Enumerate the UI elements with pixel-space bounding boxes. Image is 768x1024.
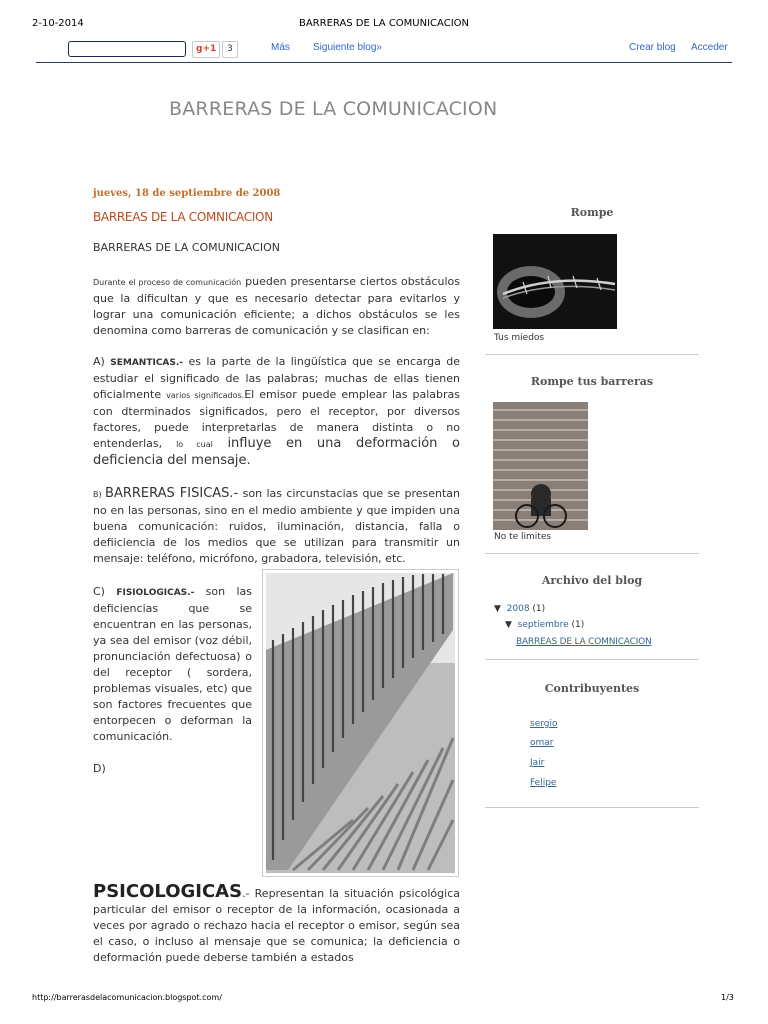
contributor-link[interactable]: Jair [530,758,545,768]
sidebar-divider [485,807,699,808]
archive-post-link[interactable]: BARREAS DE LA COMNICACION [516,637,652,647]
post-title[interactable]: BARREAS DE LA COMNICACION [93,210,273,224]
google-plus-icon: g [196,44,203,54]
contributor-link[interactable]: omar [530,738,554,748]
contributor-link[interactable]: sergio [530,719,558,729]
print-url: http://barrerasdelacomunicacion.blogspot.com/ [32,993,222,1002]
sidebar-divider [485,354,699,355]
section-fisiologicas: C) FISIOLOGICAS.- son las deficiencias que se encuentran en las personas, ya sea del emisor (voz débil, pronunciación defectuosa) o del receptor ( sordera, problemas visuales, etc) que son factores frecuentes que entorpecen o deforman la comunicación. [93,585,252,743]
contributor-link[interactable]: Felipe [530,778,557,788]
section-d-label: D) [93,762,106,775]
post-date: jueves, 18 de septiembre de 2008 [93,188,281,199]
print-title: BARRERAS DE LA COMUNICACION [298,18,469,29]
google-plus-button[interactable]: g+1 [192,41,220,58]
archive-month: ▼ septiembre (1) [505,620,585,630]
wheelchair-photo [493,402,588,530]
sign-in-link[interactable]: Acceder [691,42,728,53]
archive-month-link[interactable]: septiembre [517,620,569,630]
archive-title: Archivo del blog [541,574,643,587]
section-fisicas: B) BARRERAS FISICAS.- son las circunstacias que se presentan no en las personas, sino en el medio ambiente y que impiden una buena comunicación: ruidos, iluminación, distancia, falla o defiiciencia de los medios que se utilizan para transmitir un mensaje: teléfono, micrófono, grabadora, televisión, etc. [93,486,460,565]
sidebar-divider [485,553,699,554]
more-link[interactable]: Más [271,42,290,53]
wheelchair-image[interactable] [493,402,588,530]
create-blog-link[interactable]: Crear blog [629,42,676,53]
section-psicologicas: PSICOLOGICAS.- Representan la situación psicológica particular del emisor o receptor de la información, ocasionada a veces por agrado o rechazo hacia el receptor o emisor, según sea el caso, o incluso al mensaje que se comunica; la deficiencia o deformación puede deberse también a estados [93,881,460,964]
fence-photo [263,570,458,876]
widget-barreras-title: Rompe tus barreras [530,375,654,388]
blog-title[interactable]: BARRERAS DE LA COMUNICACION [169,98,498,120]
google-plus-count: 3 [222,41,238,58]
widget-rompe-caption: Tus miedos [494,333,545,343]
section-semanticas: A) SEMANTICAS.- es la parte de la lingüística que se encarga de estudiar el significado de las palabras; muchas de ellas tienen oficialmente varios significados.El emisor puede emplear las palabras con dterminados significados, pero el receptor, por diversos factores, puede interpretarlas de manera distinta o no entenderlas, lo cual influye en una deformación o deficiencia del mensaje. [93,355,461,468]
next-blog-link[interactable]: Siguiente blog» [313,42,382,53]
mouth-image[interactable] [493,234,617,329]
blogger-navbar [36,38,732,63]
fence-image [262,569,459,877]
mouth-photo [493,234,617,329]
search-input[interactable] [68,41,186,57]
print-date: 2-10-2014 [32,18,84,29]
widget-barreras-caption: No te limites [494,532,552,542]
post-intro: Durante el proceso de comunicación pueden presentarse ciertos obstáculos que la dificultan y que es necesario detectar para evitarlos y lograr una comunicación eficiente; a dichos obstáculos se les denomina como barreras de comunicación y se clasifican en: [93,275,460,337]
widget-rompe-title: Rompe [570,206,614,219]
sidebar-divider [485,659,699,660]
triangle-down-icon[interactable]: ▼ [505,620,512,630]
triangle-down-icon[interactable]: ▼ [494,604,501,614]
print-page-number: 1/3 [721,993,734,1002]
archive-year-link[interactable]: 2008 [506,604,530,614]
contributors-title: Contribuyentes [544,682,640,695]
post-subtitle: BARRERAS DE LA COMUNICACION [93,241,281,254]
archive-year: ▼ 2008 (1) [494,604,546,614]
